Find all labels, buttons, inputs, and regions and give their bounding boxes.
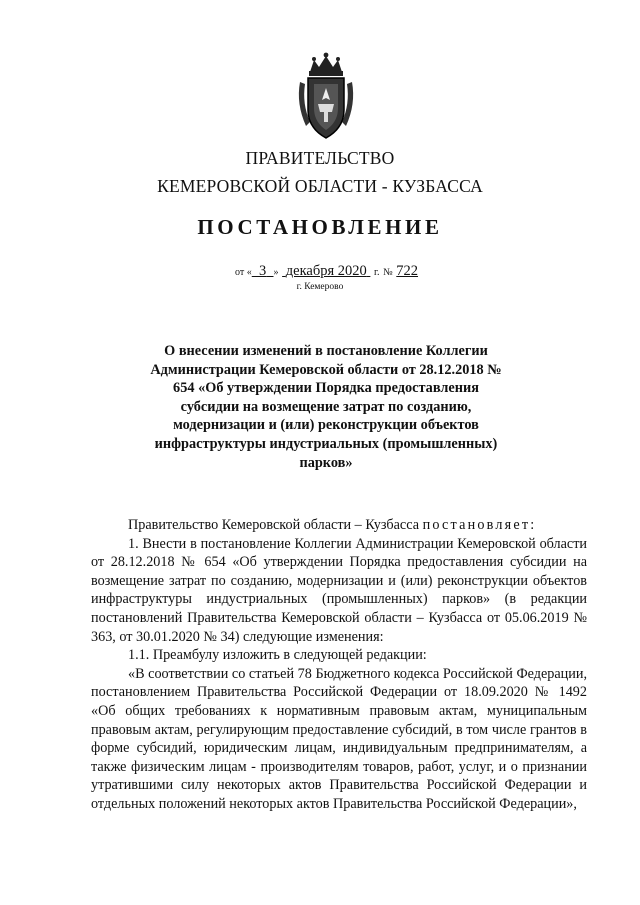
intro-paragraph: Правительство Кемеровской области – Кузбасса постановляет: (128, 517, 537, 533)
document-body (91, 516, 587, 814)
date-day: 3 (259, 263, 267, 279)
paragraph-preamble: «В соответствии со статьей 78 Бюджетного кодекса Российской Федерации, постановлением Правительства Российской Федерации от 18.09.2020 № 1492 «Об общих требованиях к нормативным правовым актам, муниципальным правовым актам, регулирующим предоставление субсидий, в том числе грантов в форме субсидий, юридическим лицам, индивидуальным предпринимателям, а также физическим лицам - производителям товаров, работ, услуг, и о признании утратившими силу некоторых актов Правительства Российской Федерации и отдельных положений некоторых актов Правительства Российской Федерации», (91, 665, 587, 812)
date-month-year: декабря 2020 (285, 263, 367, 279)
kuzbass-coat-of-arms-icon (296, 52, 356, 144)
intro-verb: постановляет: (422, 517, 537, 533)
document-title: О внесении изменений в постановление Коллегии Администрации Кемеровской области от 28.12.2018 № 654 «Об утверждении Порядка предоставления субсидии на возмещение затрат по созданию, модернизации и (или) реконструкции объектов инфраструктуры индустриальных (промышленных) парков» (150, 343, 502, 471)
date-number-line (235, 263, 418, 280)
org-name-line1: ПРАВИТЕЛЬСТВО (245, 148, 395, 168)
document-type-heading: ПОСТАНОВЛЕНИЕ (197, 215, 443, 239)
document-number: 722 (396, 263, 419, 279)
city-label: г. Кемерово (296, 282, 344, 292)
date-mid: » (273, 267, 279, 278)
org-name-line2: КЕМЕРОВСКОЙ ОБЛАСТИ - КУЗБАССА (157, 176, 483, 196)
number-sign: № (383, 267, 393, 278)
paragraph-1-1: 1.1. Преамбулу изложить в следующей редакции: (128, 647, 427, 664)
paragraph-1: 1. Внести в постановление Коллегии Администрации Кемеровской области от 28.12.2018 № 654 «Об утверждении Порядка предоставления субсидии на возмещение затрат по созданию, модернизации и (или) реконструкции объектов инфраструктуры индустриальных (промышленных) парков» (в редакции постановлений Правительства Кемеровской области – Кузбасса от 05.06.2019 № 363, от 30.01.2020 № 34) следующие изменения: (91, 535, 587, 645)
date-prefix: от « (235, 267, 252, 278)
date-year-suffix: г. (374, 267, 380, 278)
